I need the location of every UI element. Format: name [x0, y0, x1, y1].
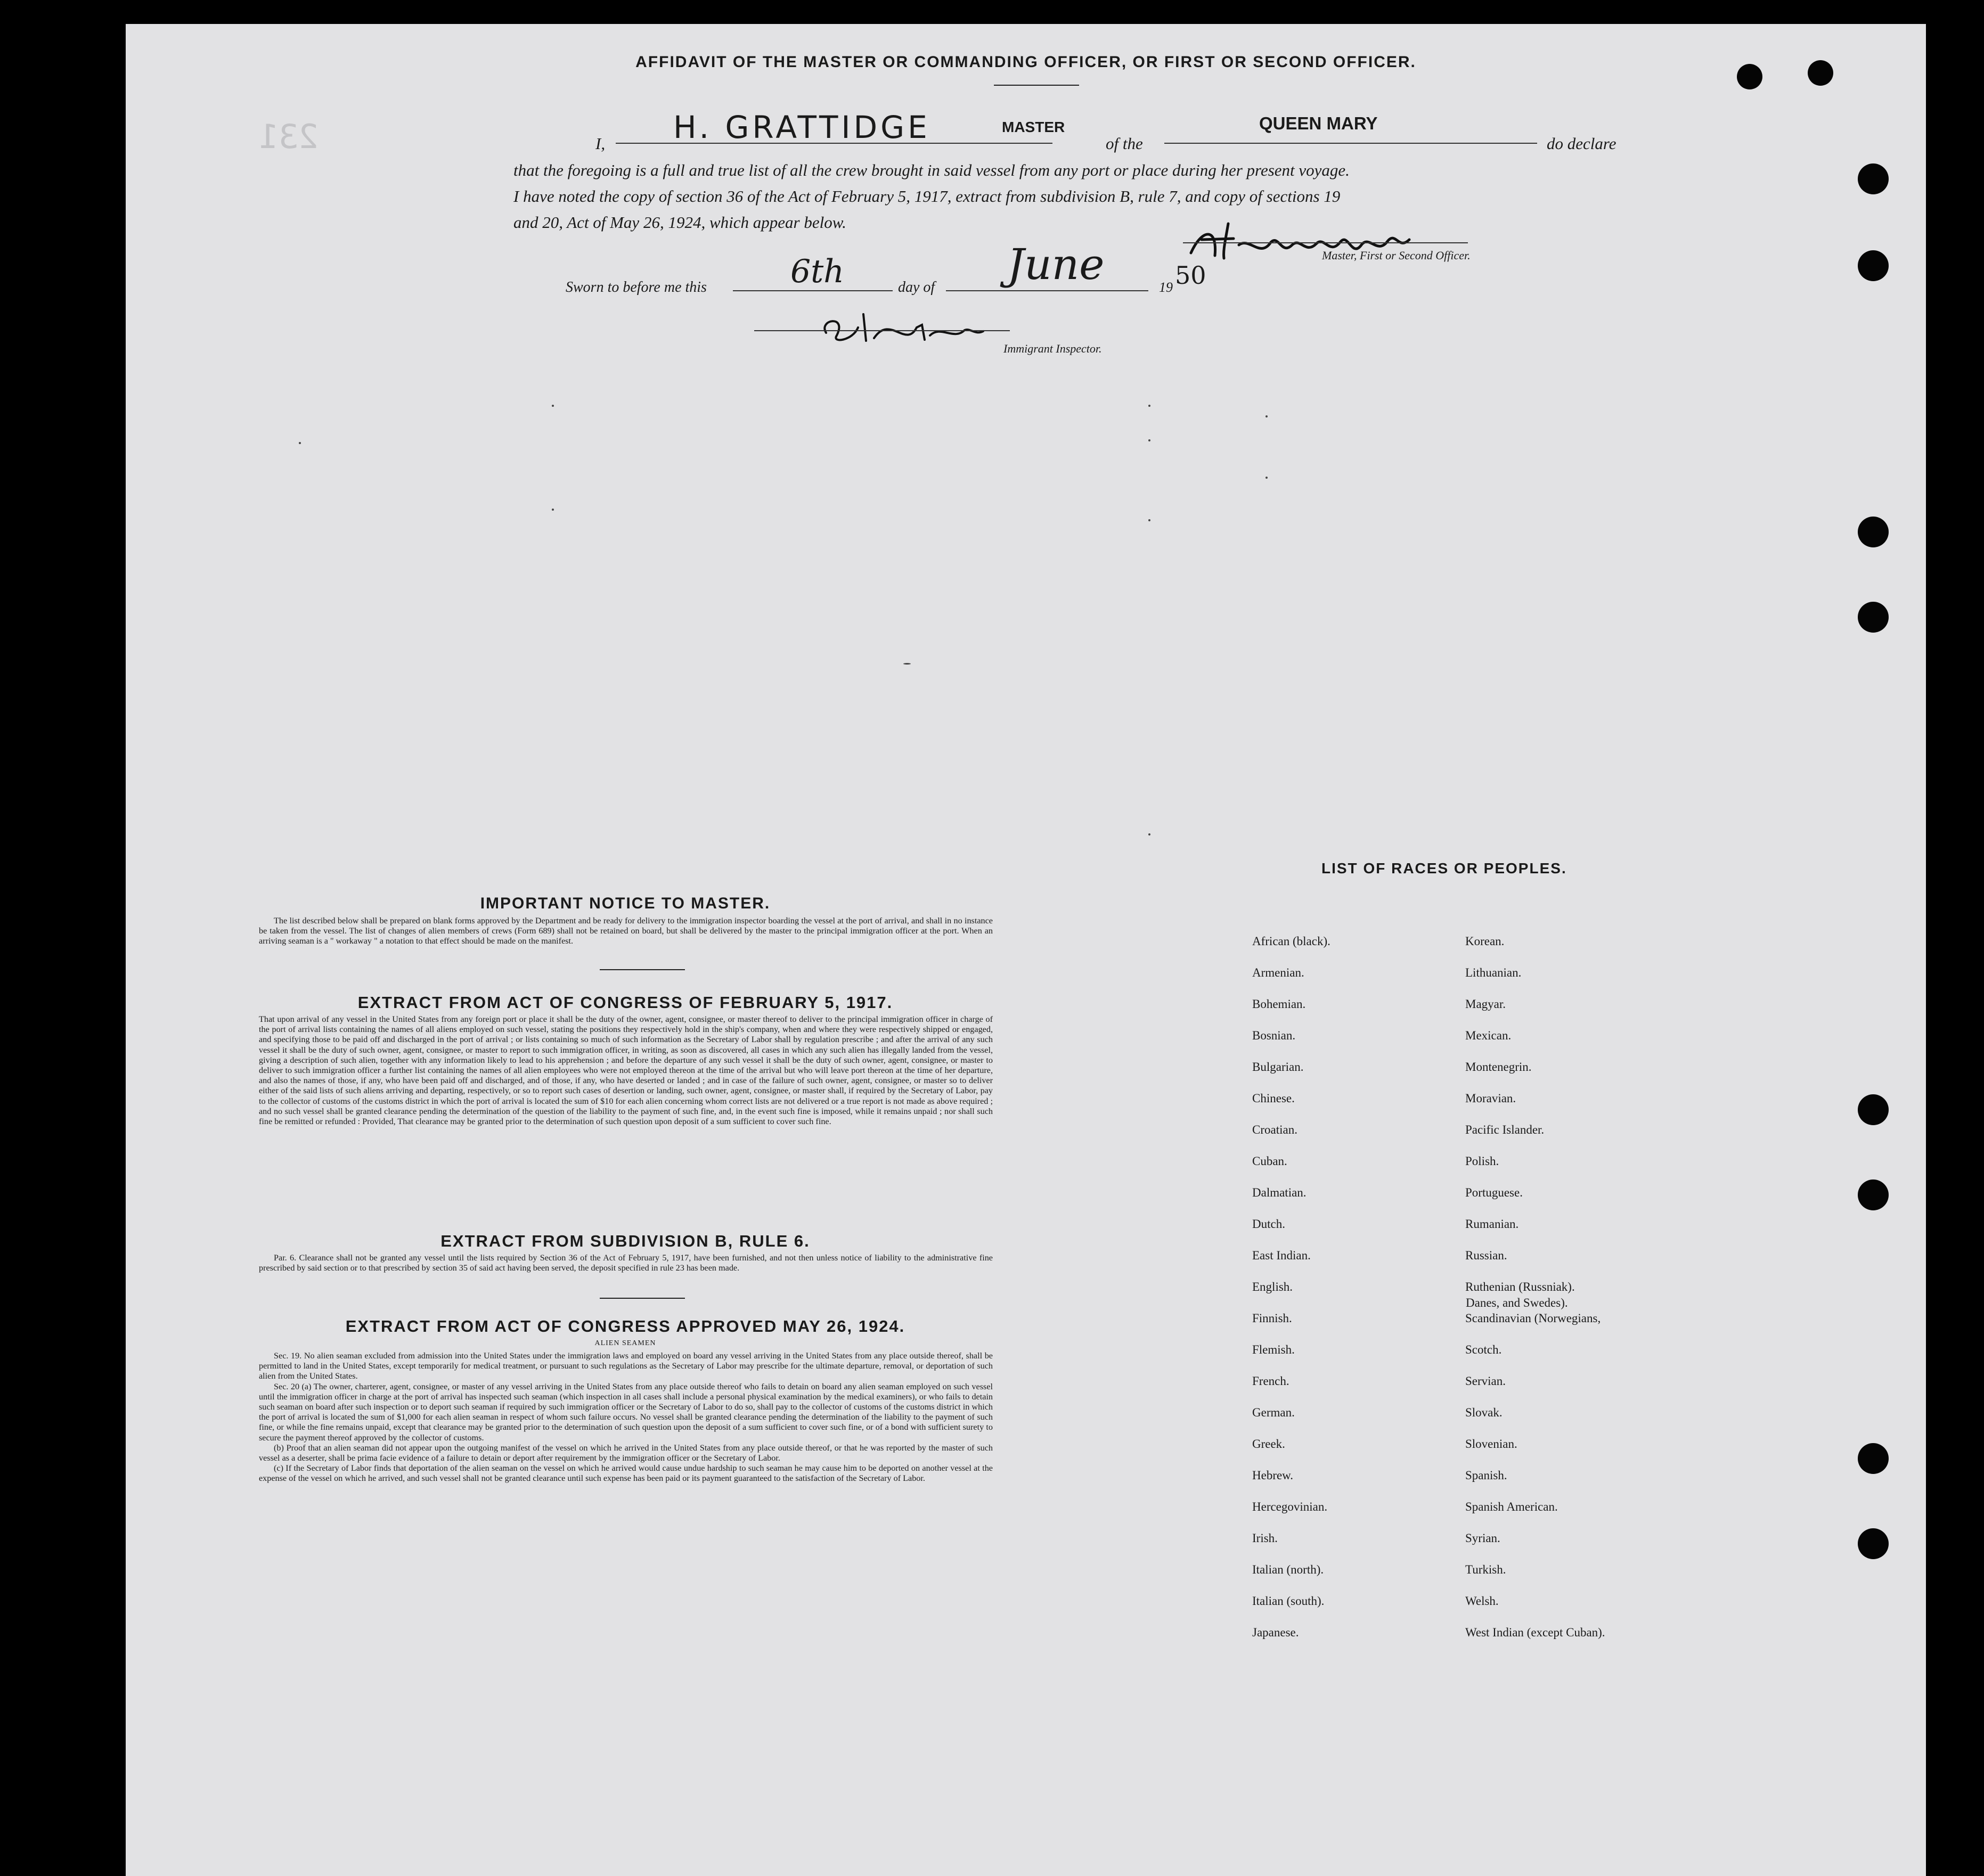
race-right-item: Turkish.	[1465, 1563, 1506, 1576]
race-right-item: Korean.	[1465, 935, 1505, 948]
race-left-item: Chinese.	[1252, 1092, 1295, 1105]
do-declare-label: do declare	[1547, 134, 1616, 153]
extract-1917-text	[259, 1014, 993, 1127]
notice-body: The list described below shall be prepared on blank forms approved by the Department and be ready for delivery to the immigration inspector boarding the vessel at the port of arrival, and shall in no instance be taken from the vessel. The list of changes of alien members of crews (Form 689) shall not be retained on board, but shall be delivered by the master to the principal immigration officer at the port. When an arriving seaman is a " workaway " a notation to that effect should be made on the manifest.	[259, 916, 993, 946]
day-of-label: day of	[898, 279, 935, 296]
punch-hole	[1858, 1179, 1889, 1210]
rule6-divider	[600, 1298, 685, 1299]
punch-hole	[1858, 1443, 1889, 1474]
race-left-item: Croatian.	[1252, 1123, 1297, 1136]
race-right-item: Mexican.	[1465, 1029, 1512, 1042]
race-left-item: Bulgarian.	[1252, 1060, 1304, 1074]
rule6-title: EXTRACT FROM SUBDIVISION B, RULE 6.	[440, 1232, 810, 1250]
faint-dot	[1148, 833, 1150, 835]
extract-1924-text	[259, 1351, 993, 1484]
declaration-line-3: I have noted the copy of section 36 of the Act of February 5, 1917, extract from subdivision B, rule 7, and copy of sections 19	[513, 187, 1341, 206]
race-right-item: Russian.	[1465, 1249, 1507, 1262]
race-right-item: Scotch.	[1465, 1343, 1502, 1356]
race-right-item: Lithuanian.	[1465, 966, 1522, 979]
declaration-line-2: that the foregoing is a full and true list of all the crew brought in said vessel from any port or place during her present voyage.	[513, 161, 1350, 179]
rule6-text	[259, 1253, 993, 1273]
race-right-item: Ruthenian (Russniak).	[1465, 1280, 1575, 1293]
extract-1917-title: EXTRACT FROM ACT OF CONGRESS OF FEBRUARY 5, 1917.	[357, 993, 893, 1012]
race-left-item: Dalmatian.	[1252, 1186, 1307, 1199]
race-right-item: Polish.	[1465, 1154, 1499, 1168]
vessel-name: QUEEN MARY	[1259, 113, 1378, 133]
signature-caption: Master, First or Second Officer.	[1322, 249, 1471, 262]
faint-dot	[552, 405, 554, 407]
race-right-item: Montenegrin.	[1465, 1060, 1532, 1074]
race-right-item: Portuguese.	[1465, 1186, 1523, 1199]
punch-hole	[1858, 517, 1889, 547]
race-left-item: Japanese.	[1252, 1626, 1299, 1639]
race-left-item: African (black).	[1252, 935, 1330, 948]
race-scandinavian-cont: Danes, and Swedes).	[1466, 1296, 1568, 1309]
faint-dot	[299, 442, 301, 444]
race-left-item: French.	[1252, 1374, 1289, 1388]
notice-divider	[600, 969, 685, 970]
race-right-item: Syrian.	[1465, 1531, 1500, 1545]
of-the-label: of the	[1106, 134, 1143, 153]
inspector-line	[754, 330, 1010, 331]
race-right-item: Moravian.	[1465, 1092, 1516, 1105]
race-right-item: Rumanian.	[1465, 1217, 1519, 1231]
sec20a-text: Sec. 20 (a) The owner, charterer, agent, consignee, or master of any vessel arriving in the United States from any place outside thereof who fails to detain on board any alien seaman employed on such vessel until the immigration officer in charge at the port of arrival has inspected such seaman (which inspection in all cases shall include a personal physical examination by the medical examiners), or who fails to detain such seaman on board after such inspection or to deport such seaman if required by such immigration officer or the Secretary of Labor to do so, shall pay to the collector of customs of the customs district in which the port of arrival is located the sum of $1,000 for each alien seaman in respect of whom such failure occurs. No vessel shall be granted clearance pending the determination of the liability to the payment of such fine, or while the fine remains unpaid, except that clearance may be granted prior to the determination of such question upon the deposit of a sum sufficient to cover such fine, or of a bond with sufficient surety to secure the payment thereof approved by the collector of customs.	[259, 1381, 993, 1443]
punch-hole	[1858, 163, 1889, 194]
faint-dot	[552, 509, 554, 511]
race-left-item: Bohemian.	[1252, 997, 1306, 1011]
race-right-item: West Indian (except Cuban).	[1465, 1626, 1605, 1639]
master-name-line	[616, 143, 1052, 144]
race-left-item: Hercegovinian.	[1252, 1500, 1328, 1513]
race-left-item: Finnish.	[1252, 1312, 1292, 1325]
title-underline	[994, 85, 1079, 86]
race-left-item: German.	[1252, 1406, 1295, 1419]
faint-dot	[1148, 439, 1150, 441]
race-left-item: Hebrew.	[1252, 1469, 1294, 1482]
race-right-item: Scandinavian (Norwegians,	[1465, 1312, 1601, 1325]
race-right-item: Servian.	[1465, 1374, 1506, 1388]
notice-text	[259, 916, 993, 947]
race-left-item: East Indian.	[1252, 1249, 1311, 1262]
inspector-signature	[815, 304, 991, 351]
races-title: LIST OF RACES OR PEOPLES.	[1321, 860, 1567, 876]
punch-hole	[1808, 60, 1833, 86]
inspector-caption: Immigrant Inspector.	[1003, 342, 1102, 355]
race-right-item: Slovak.	[1465, 1406, 1503, 1419]
faint-dot	[1148, 519, 1150, 521]
race-left-item: Dutch.	[1252, 1217, 1285, 1231]
master-name: H. GRATTIDGE	[673, 109, 930, 145]
race-left-item: Cuban.	[1252, 1154, 1287, 1168]
punch-hole	[1858, 250, 1889, 281]
race-left-item: Italian (south).	[1252, 1594, 1325, 1608]
punch-hole	[1858, 1094, 1889, 1125]
faint-dot	[903, 663, 911, 665]
sworn-day-line	[733, 290, 893, 291]
race-right-item: Spanish.	[1465, 1469, 1507, 1482]
affidavit-title: AFFIDAVIT OF THE MASTER OR COMMANDING OFFICER, OR FIRST OR SECOND OFFICER.	[635, 53, 1416, 71]
sworn-prefix: Sworn to before me this	[566, 279, 707, 296]
race-left-item: Bosnian.	[1252, 1029, 1296, 1042]
document-sheet	[126, 24, 1926, 1876]
vessel-name-line	[1164, 143, 1537, 144]
sec20b-text: (b) Proof that an alien seaman did not appear upon the outgoing manifest of the vessel on which he arrived in the United States from any place outside thereof, or that he was reported by the master of such vessel as a deserter, shall be prima facie evidence of a failure to detain or deport after requirement by the immigration officer or the Secretary of Labor.	[259, 1443, 993, 1463]
sworn-month: June	[1007, 240, 1105, 289]
declaration-i: I,	[595, 134, 606, 153]
extract-1917-body: That upon arrival of any vessel in the United States from any foreign port or place it shall be the duty of the owner, agent, consignee, or master thereof to deliver to the principal immigration officer in charge of the port of arrival lists containing the names of all aliens employed on such vessel, stating the positions they respectively hold in the ship's company, when and where they were respectively shipped or engaged, and specifying those to be paid off and discharged in the port of arrival ; or lists containing so much of such information as the Secretary of Labor shall by regulation prescribe ; and after the arrival of any such vessel it shall be the duty of such owner, agent, consignee, or master to report to such immigration officer, in writing, as soon as discovered, all cases in which any such alien has illegally landed from the vessel, giving a description of such alien, together with any information likely to lead to his apprehension ; and before the departure of any such vessel it shall be the duty of such owner, agent, consignee, or master to deliver to such immigration officer a further list containing the names of all alien employees who were not employed thereon at the time of the arrival but who will leave port thereon at the time of her departure, and also the names of those, if any, who have been paid off and discharged, and of those, if any, who have deserted or landed ; and in case of the failure of such owner, agent, consignee, or master so to deliver either of the said lists of such aliens arriving and departing, respectively, or so to report such cases of desertion or landing, such owner, agent, consignee, or master shall, if required by the Secretary of Labor, pay to the collector of customs of the customs district in which the port of arrival is located the sum of $10 for each alien concerning whom correct lists are not delivered or a true report is not made as above required ; and no such vessel shall be granted clearance pending the determination of the question of the liability to the payment of such fine, and, in the event such fine is imposed, while it remains unpaid ; nor shall such fine be remitted or refunded : Provided, That clearance may be granted prior to the determination of such question upon deposit of a sum sufficient to cover such fine.	[259, 1014, 993, 1127]
faint-dot	[1265, 477, 1268, 479]
faint-page-number: 231	[259, 117, 319, 156]
notice-title: IMPORTANT NOTICE TO MASTER.	[480, 895, 771, 912]
punch-hole	[1858, 1528, 1889, 1559]
race-right-item: Welsh.	[1465, 1594, 1499, 1608]
race-left-item: Greek.	[1252, 1437, 1285, 1451]
rank: MASTER	[1002, 119, 1065, 135]
race-left-item: Flemish.	[1252, 1343, 1295, 1356]
bleed-through-mark	[142, 359, 301, 391]
sworn-day: 6th	[790, 253, 844, 290]
year-prefix: 19	[1159, 280, 1173, 295]
faint-dot	[1265, 415, 1268, 417]
race-left-item: English.	[1252, 1280, 1293, 1293]
punch-hole	[1737, 64, 1762, 89]
punch-hole	[1858, 602, 1889, 633]
race-right-item: Slovenian.	[1465, 1437, 1517, 1451]
sworn-month-line	[946, 290, 1148, 291]
sec19-text: Sec. 19. No alien seaman excluded from admission into the United States under the immigration laws and employed on board any vessel arriving in the United States from any place outside thereof, shall be permitted to land in the United States, except temporarily for medical treatment, or pursuant to such regulations as the Secretary of Labor may prescribe for the ultimate departure, removal, or deportation of such alien from the United States.	[259, 1351, 993, 1381]
race-right-item: Magyar.	[1465, 997, 1506, 1011]
race-left-item: Armenian.	[1252, 966, 1304, 979]
declaration-line-4: and 20, Act of May 26, 1924, which appear below.	[513, 213, 846, 232]
faint-dot	[1148, 405, 1150, 407]
race-right-item: Spanish American.	[1465, 1500, 1558, 1513]
rule6-body: Par. 6. Clearance shall not be granted any vessel until the lists required by Section 36 of the Act of February 5, 1917, have been furnished, and not then unless notice of liability to the administrative fine prescribed by said section or to that prescribed by section 35 of said act having been served, the deposit specified in rule 23 has been made.	[259, 1253, 993, 1273]
race-left-item: Irish.	[1252, 1531, 1278, 1545]
race-left-item: Italian (north).	[1252, 1563, 1324, 1576]
sec20c-text: (c) If the Secretary of Labor finds that deportation of the alien seaman on the vessel on which he arrived would cause undue hardship to such seaman he may cause him to be deported on another vessel at the expense of the vessel on which he arrived, and such vessel shall not be granted clearance until such expense has been paid or its payment guaranteed to the satisfaction of the Secretary of Labor.	[259, 1463, 993, 1484]
extract-1924-subtitle: ALIEN SEAMEN	[594, 1339, 656, 1347]
race-right-item: Pacific Islander.	[1465, 1123, 1545, 1136]
extract-1924-title: EXTRACT FROM ACT OF CONGRESS APPROVED MAY 26, 1924.	[345, 1317, 905, 1336]
year-suffix: 50	[1175, 261, 1206, 290]
